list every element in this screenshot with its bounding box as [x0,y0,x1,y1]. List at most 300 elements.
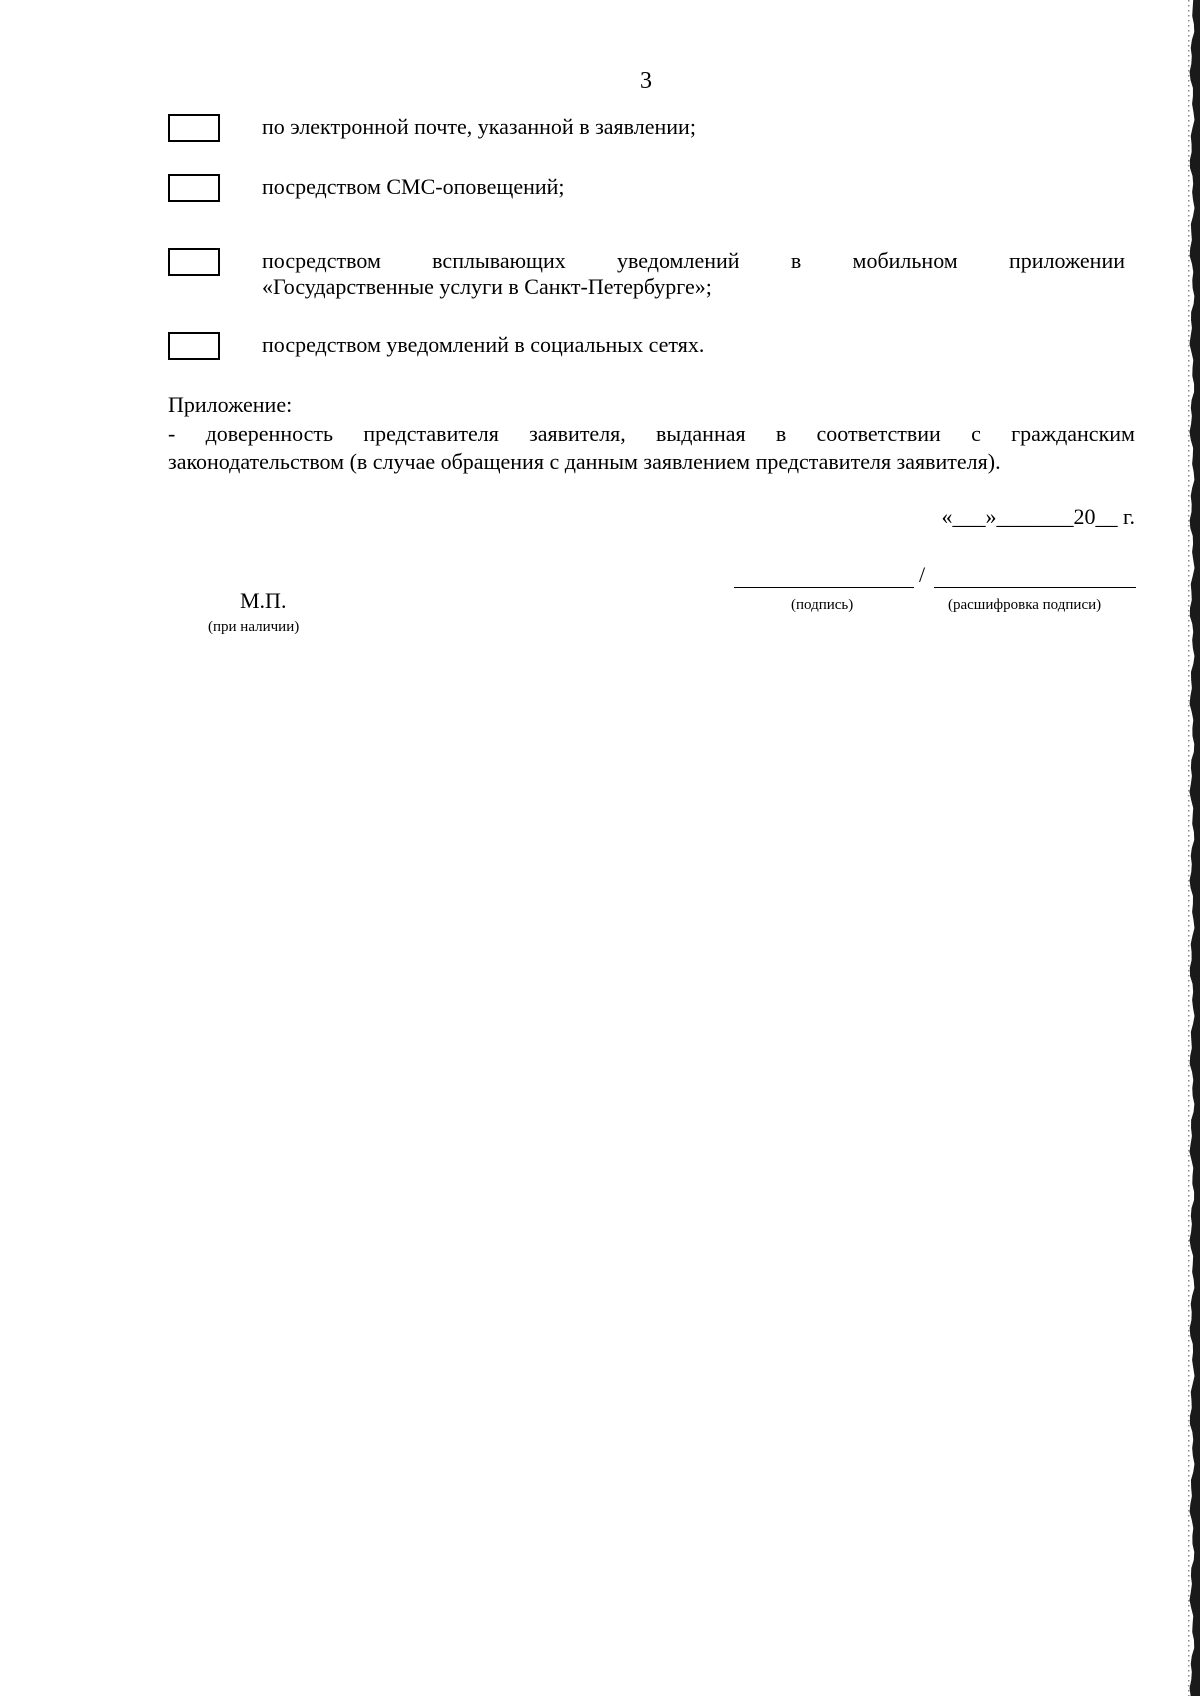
scan-speck [1188,630,1190,632]
scan-speck [1188,1215,1190,1217]
scan-speck [1188,1635,1190,1637]
scan-speck [1188,330,1190,332]
scan-speck [1188,1325,1190,1327]
scan-speck [1188,210,1190,212]
scan-speck [1188,505,1190,507]
scan-speck [1188,265,1190,267]
scan-speck [1188,595,1190,597]
scan-speck [1188,235,1190,237]
scan-speck [1188,1355,1190,1357]
scan-speck [1188,120,1190,122]
scan-speck [1188,50,1190,52]
appendix-word: в [775,421,787,446]
appendix-body [168,420,1135,476]
scan-speck [1188,565,1190,567]
scan-speck [1188,1625,1190,1627]
scan-speck [1188,1510,1190,1512]
scan-speck [1188,1240,1190,1242]
scan-speck [1188,380,1190,382]
scan-speck [1188,965,1190,967]
option-word: посредством [262,248,381,273]
scan-speck [1188,1575,1190,1577]
scan-speck [1188,990,1190,992]
scan-speck [1188,545,1190,547]
scan-speck [1188,375,1190,377]
scan-speck [1188,285,1190,287]
scan-speck [1188,1655,1190,1657]
scan-speck [1188,325,1190,327]
scan-speck [1188,895,1190,897]
scan-speck [1188,885,1190,887]
scan-speck [1188,1150,1190,1152]
option-line: посредством уведомлений в социальных сетях. [262,332,705,357]
scan-speck [1188,940,1190,942]
scan-speck [1188,665,1190,667]
scan-speck [1188,1505,1190,1507]
scan-speck [1188,625,1190,627]
scan-speck [1188,90,1190,92]
scan-speck [1188,1525,1190,1527]
scan-speck [1188,1645,1190,1647]
scan-speck [1188,685,1190,687]
scan-speck [1188,1280,1190,1282]
scan-speck [1188,1595,1190,1597]
scan-speck [1188,975,1190,977]
scan-speck [1188,1090,1190,1092]
scan-speck [1188,1330,1190,1332]
scan-speck [1188,955,1190,957]
scan-speck [1188,1075,1190,1077]
scan-speck [1188,160,1190,162]
appendix-word: представителя [363,421,499,446]
scan-speck [1188,525,1190,527]
scan-speck [1188,1085,1190,1087]
scan-speck [1188,435,1190,437]
scan-speck [1188,910,1190,912]
scan-speck [1188,550,1190,552]
scan-speck [1188,420,1190,422]
scan-speck [1188,5,1190,7]
scan-speck [1188,755,1190,757]
scan-speck [1188,795,1190,797]
scan-speck [1188,1685,1190,1687]
scan-speck [1188,275,1190,277]
scan-speck [1188,1145,1190,1147]
scan-speck [1188,655,1190,657]
scan-speck [1188,1310,1190,1312]
scan-speck [1188,1030,1190,1032]
scan-speck [1188,645,1190,647]
scan-speck [1188,1255,1190,1257]
scan-speck [1188,1250,1190,1252]
scan-speck [1188,250,1190,252]
option-label [262,332,1125,358]
scan-speck [1188,1050,1190,1052]
appendix-word: - [168,421,176,446]
appendix-word: выданная [656,421,746,446]
scan-speck [1188,1005,1190,1007]
scan-speck [1188,1675,1190,1677]
scan-speck [1188,510,1190,512]
appendix-word: гражданским [1011,421,1135,446]
scan-speck [1188,675,1190,677]
scan-speck [1188,1000,1190,1002]
scan-speck [1188,165,1190,167]
scan-speck [1188,230,1190,232]
scan-speck [1188,30,1190,32]
scan-speck [1188,695,1190,697]
checkbox-social[interactable] [168,332,220,360]
scan-speck [1188,890,1190,892]
signature-slash: / [919,562,926,587]
scan-speck [1188,1065,1190,1067]
scan-speck [1188,980,1190,982]
scan-speck [1188,1300,1190,1302]
scan-speck [1188,970,1190,972]
scan-speck [1188,620,1190,622]
scan-speck [1188,205,1190,207]
scan-speck [1188,1470,1190,1472]
scan-edge-svg [1186,0,1200,1696]
scan-speck [1188,480,1190,482]
scan-speck [1188,1440,1190,1442]
scan-speck [1188,1045,1190,1047]
scan-speck [1188,905,1190,907]
scan-speck [1188,985,1190,987]
scan-speck [1188,345,1190,347]
scan-speck [1188,475,1190,477]
scan-speck [1188,175,1190,177]
scan-speck [1188,215,1190,217]
scan-speck [1188,295,1190,297]
appendix-word: доверенность [205,421,334,446]
date-field: «___»_______20__ г. [941,504,1135,529]
scan-speck [1188,1105,1190,1107]
scan-edge [1186,0,1200,1696]
scan-speck [1188,515,1190,517]
scan-speck [1188,1690,1190,1692]
scan-speck [1188,1560,1190,1562]
scan-speck [1188,1185,1190,1187]
scan-speck [1188,915,1190,917]
scan-speck [1188,255,1190,257]
scan-speck [1188,1260,1190,1262]
option-label [262,248,1125,300]
scan-speck [1188,395,1190,397]
scan-speck [1188,490,1190,492]
scan-speck [1188,145,1190,147]
scan-speck [1188,825,1190,827]
scan-speck [1188,335,1190,337]
scan-speck [1188,730,1190,732]
scan-speck [1188,1430,1190,1432]
scan-speck [1188,865,1190,867]
scan-speck [1188,650,1190,652]
checkbox-email[interactable] [168,114,220,142]
appendix-word: заявителя, [529,421,626,446]
scan-speck [1188,1120,1190,1122]
scan-speck [1188,1480,1190,1482]
scan-speck [1188,1670,1190,1672]
scan-speck [1188,0,1190,2]
scan-speck [1188,1080,1190,1082]
scan-speck [1188,1285,1190,1287]
scan-speck [1188,1205,1190,1207]
option-line: посредством СМС-оповещений; [262,174,565,199]
scan-speck [1188,605,1190,607]
scan-speck [1188,1665,1190,1667]
scan-speck [1188,1395,1190,1397]
signature-line [734,587,914,588]
scan-speck [1188,405,1190,407]
scan-speck [1188,1055,1190,1057]
scan-speck [1188,40,1190,42]
scan-speck [1188,880,1190,882]
scan-speck [1188,1230,1190,1232]
scan-speck [1188,925,1190,927]
scan-speck [1188,1155,1190,1157]
option-word: всплывающих [432,248,566,273]
scan-speck [1188,690,1190,692]
scan-speck [1188,1555,1190,1557]
scan-speck [1188,610,1190,612]
scan-speck [1188,575,1190,577]
scan-speck [1188,560,1190,562]
scan-speck [1188,400,1190,402]
scan-speck [1188,70,1190,72]
scan-speck [1188,715,1190,717]
scan-speck [1188,20,1190,22]
checkbox-mobile-app[interactable] [168,248,220,276]
scan-speck [1188,415,1190,417]
scan-speck [1188,1570,1190,1572]
scan-speck [1188,950,1190,952]
scan-speck [1188,170,1190,172]
option-line: по электронной почте, указанной в заявлении; [262,114,696,139]
appendix-title: Приложение: [168,392,293,417]
scan-speck [1188,590,1190,592]
checkbox-sms[interactable] [168,174,220,202]
appendix-line-justified [168,420,1135,448]
scan-speck [1188,245,1190,247]
stamp-label: М.П. [240,588,287,613]
signature-decode-caption: (расшифровка подписи) [948,597,1102,613]
scan-speck [1188,840,1190,842]
scan-speck [1188,1495,1190,1497]
scan-speck [1188,1660,1190,1662]
scan-speck [1188,130,1190,132]
scan-speck [1188,1160,1190,1162]
scan-speck [1188,1110,1190,1112]
scan-speck [1188,1420,1190,1422]
scan-speck [1188,1025,1190,1027]
scan-speck [1188,1460,1190,1462]
scan-speck [1188,1585,1190,1587]
scan-speck [1188,750,1190,752]
scan-speck [1188,1600,1190,1602]
scan-speck [1188,155,1190,157]
scan-speck [1188,305,1190,307]
scan-edge-shadow [1189,0,1200,1696]
scan-speck [1188,45,1190,47]
scan-speck [1188,875,1190,877]
scan-speck [1188,1580,1190,1582]
scan-speck [1188,1180,1190,1182]
scan-speck [1188,680,1190,682]
scan-speck [1188,1370,1190,1372]
scan-speck [1188,1630,1190,1632]
scan-speck [1188,1335,1190,1337]
scan-speck [1188,1060,1190,1062]
scan-speck [1188,710,1190,712]
scan-speck [1188,1135,1190,1137]
scan-speck [1188,1190,1190,1192]
scan-speck [1188,1070,1190,1072]
scan-speck [1188,745,1190,747]
scan-speck [1188,220,1190,222]
scan-speck [1188,765,1190,767]
scan-speck [1188,860,1190,862]
scan-speck [1188,1225,1190,1227]
scan-speck [1188,1455,1190,1457]
scan-speck [1188,80,1190,82]
scan-speck [1188,935,1190,937]
scan-speck [1188,465,1190,467]
scan-speck [1188,1405,1190,1407]
scan-speck [1188,135,1190,137]
scan-speck [1188,1275,1190,1277]
scan-speck [1188,1550,1190,1552]
scan-speck [1188,360,1190,362]
scan-speck [1188,280,1190,282]
scan-speck [1188,340,1190,342]
scan-speck [1188,1175,1190,1177]
scan-speck [1188,790,1190,792]
scan-speck [1188,960,1190,962]
scan-speck [1188,495,1190,497]
scan-speck [1188,1100,1190,1102]
scan-speck [1188,25,1190,27]
scan-speck [1188,100,1190,102]
scan-speck [1188,1200,1190,1202]
scan-speck [1188,1490,1190,1492]
scan-speck [1188,1360,1190,1362]
scan-speck [1188,75,1190,77]
stamp-caption: (при наличии) [208,619,300,635]
scan-speck [1188,945,1190,947]
scan-speck [1188,535,1190,537]
scan-speck [1188,810,1190,812]
scan-speck [1188,110,1190,112]
scan-speck [1188,470,1190,472]
scan-speck [1188,410,1190,412]
scan-speck [1188,705,1190,707]
scan-speck [1188,390,1190,392]
scan-speck [1188,350,1190,352]
scan-speck [1188,1270,1190,1272]
scan-speck [1188,15,1190,17]
scan-speck [1188,1020,1190,1022]
scan-speck [1188,1450,1190,1452]
scan-speck [1188,1015,1190,1017]
scan-speck [1188,855,1190,857]
scan-speck [1188,1115,1190,1117]
scan-speck [1188,290,1190,292]
scan-speck [1188,1350,1190,1352]
scan-speck [1188,1265,1190,1267]
scan-speck [1188,805,1190,807]
scan-speck [1188,440,1190,442]
scan-speck [1188,1220,1190,1222]
scan-speck [1188,640,1190,642]
scan-speck [1188,820,1190,822]
scan-speck [1188,555,1190,557]
scan-speck [1188,1520,1190,1522]
scan-speck [1188,1565,1190,1567]
scan-speck [1188,180,1190,182]
scan-speck [1188,1545,1190,1547]
scan-speck [1188,1435,1190,1437]
scan-speck [1188,1245,1190,1247]
scan-speck [1188,1640,1190,1642]
scan-speck [1188,670,1190,672]
scan-speck [1188,190,1190,192]
scan-speck [1188,1500,1190,1502]
scan-speck [1188,1650,1190,1652]
scan-speck [1188,1095,1190,1097]
scan-speck [1188,920,1190,922]
scan-speck [1188,770,1190,772]
appendix-word: с [971,421,981,446]
scan-speck [1188,1130,1190,1132]
scan-speck [1188,1040,1190,1042]
scan-speck [1188,1375,1190,1377]
scan-speck [1188,520,1190,522]
scan-speck [1188,10,1190,12]
scan-speck [1188,195,1190,197]
scan-speck [1188,600,1190,602]
scan-speck [1188,385,1190,387]
scan-speck [1188,320,1190,322]
scan-speck [1188,1035,1190,1037]
scan-speck [1188,315,1190,317]
scan-speck [1188,1605,1190,1607]
scan-speck [1188,1140,1190,1142]
option-word: приложении [1009,248,1125,273]
scan-speck [1188,775,1190,777]
scan-speck [1188,125,1190,127]
scan-speck [1188,300,1190,302]
scan-speck [1188,835,1190,837]
scan-speck [1188,1390,1190,1392]
scan-speck [1188,1485,1190,1487]
scan-speck [1188,200,1190,202]
scan-speck [1188,1615,1190,1617]
option-word: в [790,248,802,273]
scan-speck [1188,85,1190,87]
scan-speck [1188,780,1190,782]
scan-speck [1188,1315,1190,1317]
scan-speck [1188,1530,1190,1532]
option-line: «Государственные услуги в Санкт-Петербурге»; [262,274,712,299]
scan-speck [1188,1170,1190,1172]
scan-speck [1188,870,1190,872]
scan-speck [1188,995,1190,997]
scan-speck [1188,370,1190,372]
option-word: мобильном [852,248,958,273]
scan-speck [1188,530,1190,532]
scan-speck [1188,425,1190,427]
